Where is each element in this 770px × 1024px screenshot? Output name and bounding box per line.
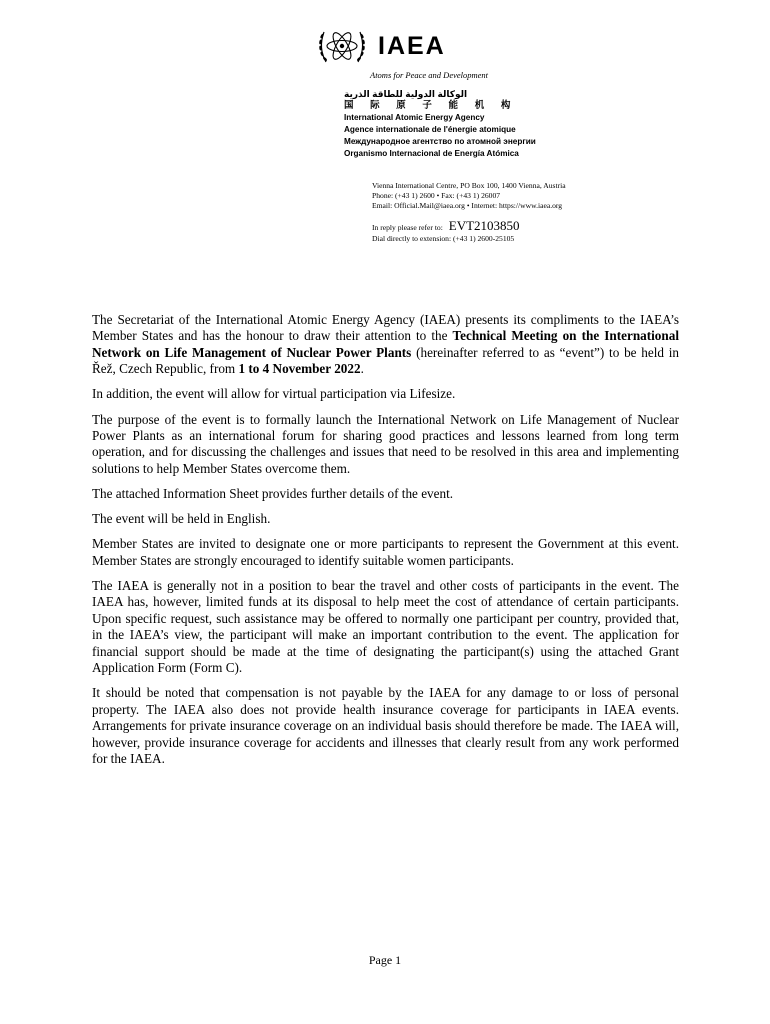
page-number: Page 1 — [368, 953, 402, 967]
paragraph-text: The Secretariat of the International Atomic Energy Agency (IAEA) presents its compliments to the IAEA’s Member States and has the honour to draw their attention to the — [92, 312, 679, 344]
address-line: Vienna International Centre, PO Box 100, 1400 Vienna, Austria — [372, 181, 566, 190]
paragraph-funding: The IAEA is generally not in a position to bear the travel and other costs of participants in the event. The IAEA has, however, limited funds at its disposal to help meet the cost of attendance of certain participants. Upon specific request, such assistance may be offered to normally one participant per country, provided that, in the IAEA’s view, the participant will make an important contribution to the event. The application for financial support should be made at the time of designating the participant(s) using the attached Grant Application Form (Form C). — [92, 578, 679, 676]
agency-name-chinese: 国 际 原 子 能 机 构 — [344, 100, 518, 111]
paragraph-info-sheet: The attached Information Sheet provides further details of the event. — [92, 486, 454, 502]
paragraph-text: . — [360, 361, 364, 377]
agency-name-french: Agence internationale de l'énergie atomique — [344, 125, 516, 134]
iaea-logo-text: IAEA — [378, 32, 446, 60]
phone-fax-line: Phone: (+43 1) 2600 • Fax: (+43 1) 26007 — [372, 191, 501, 201]
reference-code: EVT2103850 — [448, 218, 520, 233]
event-title: Technical Meeting on the International Network on Life Management of Nuclear Power Plants — [92, 328, 679, 360]
agency-names — [344, 88, 536, 160]
paragraph-text: (hereinafter referred to as “event”) to be held in Řež, Czech Republic, from — [92, 344, 680, 377]
paragraph-language: The event will be held in English. — [92, 511, 271, 527]
event-dates: 1 to 4 November 2022 — [238, 361, 361, 377]
paragraph-virtual: In addition, the event will allow for virtual participation via Lifesize. — [92, 386, 456, 402]
tagline: Atoms for Peace and Development — [370, 70, 489, 80]
contact-block — [372, 181, 566, 212]
letter-body — [92, 312, 679, 776]
agency-name-english: International Atomic Energy Agency — [344, 113, 485, 122]
agency-name-spanish: Organismo Internacional de Energía Atómica — [344, 149, 519, 158]
iaea-emblem-icon — [316, 22, 368, 68]
paragraph-participants: Member States are invited to designate one or more participants to represent the Government at this event. Member States are strongly encouraged to identify suitable women participants. — [92, 536, 679, 568]
agency-name-russian: Международное агентство по атомной энергии — [344, 137, 536, 146]
dial-direct-line: Dial directly to extension: (+43 1) 2600-25105 — [372, 234, 515, 243]
email-web-line: Email: Official.Mail@iaea.org • Internet: https://www.iaea.org — [372, 201, 563, 211]
paragraph-invitation — [92, 312, 679, 378]
reply-block — [372, 220, 520, 244]
agency-name-arabic: الوكالة الدولية للطاقة الذرية — [344, 89, 468, 99]
paragraph-purpose: The purpose of the event is to formally launch the International Network on Life Management of Nuclear Power Plants as an international forum for sharing good practices and lessons learned from long term operation, and for discussing the challenges and issues that need to be resolved in this area and implementing solutions to help Member States overcome them. — [92, 411, 679, 476]
paragraph-insurance: It should be noted that compensation is not payable by the IAEA for any damage to or loss of personal property. The IAEA also does not provide health insurance coverage for participants in IAEA events. Arrangements for private insurance coverage on an individual basis should therefore be made. The IAEA will, however, provide insurance coverage for accidents and illnesses that clearly result from any work performed for the IAEA. — [92, 685, 679, 766]
reply-label: In reply please refer to: — [372, 223, 443, 232]
